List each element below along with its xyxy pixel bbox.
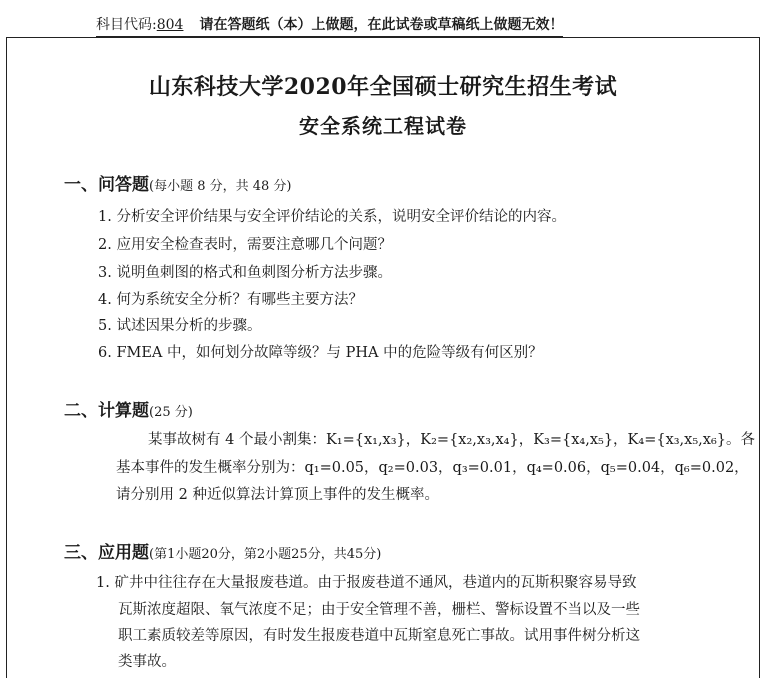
app-q1-line-4: 类事故。 bbox=[118, 654, 176, 670]
question-1-1: 1. 分析安全评价结果与安全评价结论的关系，说明安全评价结论的内容。 bbox=[98, 209, 566, 225]
question-1-2: 2. 应用安全检查表时，需要注意哪几个问题？ bbox=[98, 237, 392, 253]
calc-line-1: 某事故树有 4 个最小割集：K₁={x₁,x₃}，K₂={x₂,x₃,x₄}，K₃={x₄,x₅}，K₄={x₃,x₅,x₆}。各 bbox=[148, 432, 755, 448]
calc-line-2: 基本事件的发生概率分别为：q₁=0.05，q₂=0.03，q₃=0.01，q₄=0.06，q₅=0.04，q₆=0.02， bbox=[116, 460, 749, 476]
subject-code-number: 804 bbox=[156, 17, 184, 33]
question-1-6: 6. FMEA 中，如何划分故障等级？与 PHA 中的危险等级有何区别？ bbox=[98, 345, 543, 361]
exam-header bbox=[96, 14, 563, 37]
exam-subtitle: 安全系统工程试卷 bbox=[299, 114, 467, 138]
question-1-5: 5. 试述因果分析的步骤。 bbox=[98, 318, 262, 334]
answer-notice: 请在答题纸（本）上做题，在此试卷或草稿纸上做题无效！ bbox=[199, 17, 564, 33]
section-2-heading bbox=[64, 396, 193, 421]
section-1-title: 一、问答题 bbox=[64, 175, 149, 195]
app-q1-line-2: 瓦斯浓度超限、氧气浓度不足；由于安全管理不善，栅栏、警标设置不当以及一些 bbox=[118, 602, 640, 618]
subject-code-label: 科目代码: bbox=[96, 17, 157, 33]
section-1-note: (每小题 8 分，共 48 分) bbox=[149, 179, 292, 194]
exam-title: 山东科技大学2020年全国硕士研究生招生考试 bbox=[148, 74, 618, 100]
app-q1-line-1: 1. 矿井中往往存在大量报废巷道。由于报废巷道不通风，巷道内的瓦斯积聚容易导致 bbox=[96, 575, 637, 591]
calc-line-3: 请分别用 2 种近似算法计算顶上事件的发生概率。 bbox=[116, 487, 439, 503]
section-2-note: (25 分) bbox=[149, 405, 193, 420]
question-1-4: 4. 何为系统安全分析？有哪些主要方法？ bbox=[98, 292, 363, 308]
section-3-title: 三、应用题 bbox=[64, 543, 149, 563]
section-1-heading bbox=[64, 170, 292, 195]
section-2-title: 二、计算题 bbox=[64, 401, 149, 421]
app-q1-line-3: 职工素质较差等原因，有时发生报废巷道中瓦斯窒息死亡事故。试用事件树分析这 bbox=[118, 628, 640, 644]
section-3-note: (第1小题20分，第2小题25分，共45分) bbox=[149, 547, 382, 562]
section-3-heading bbox=[64, 538, 381, 563]
question-1-3: 3. 说明鱼刺图的格式和鱼刺图分析方法步骤。 bbox=[98, 265, 392, 281]
